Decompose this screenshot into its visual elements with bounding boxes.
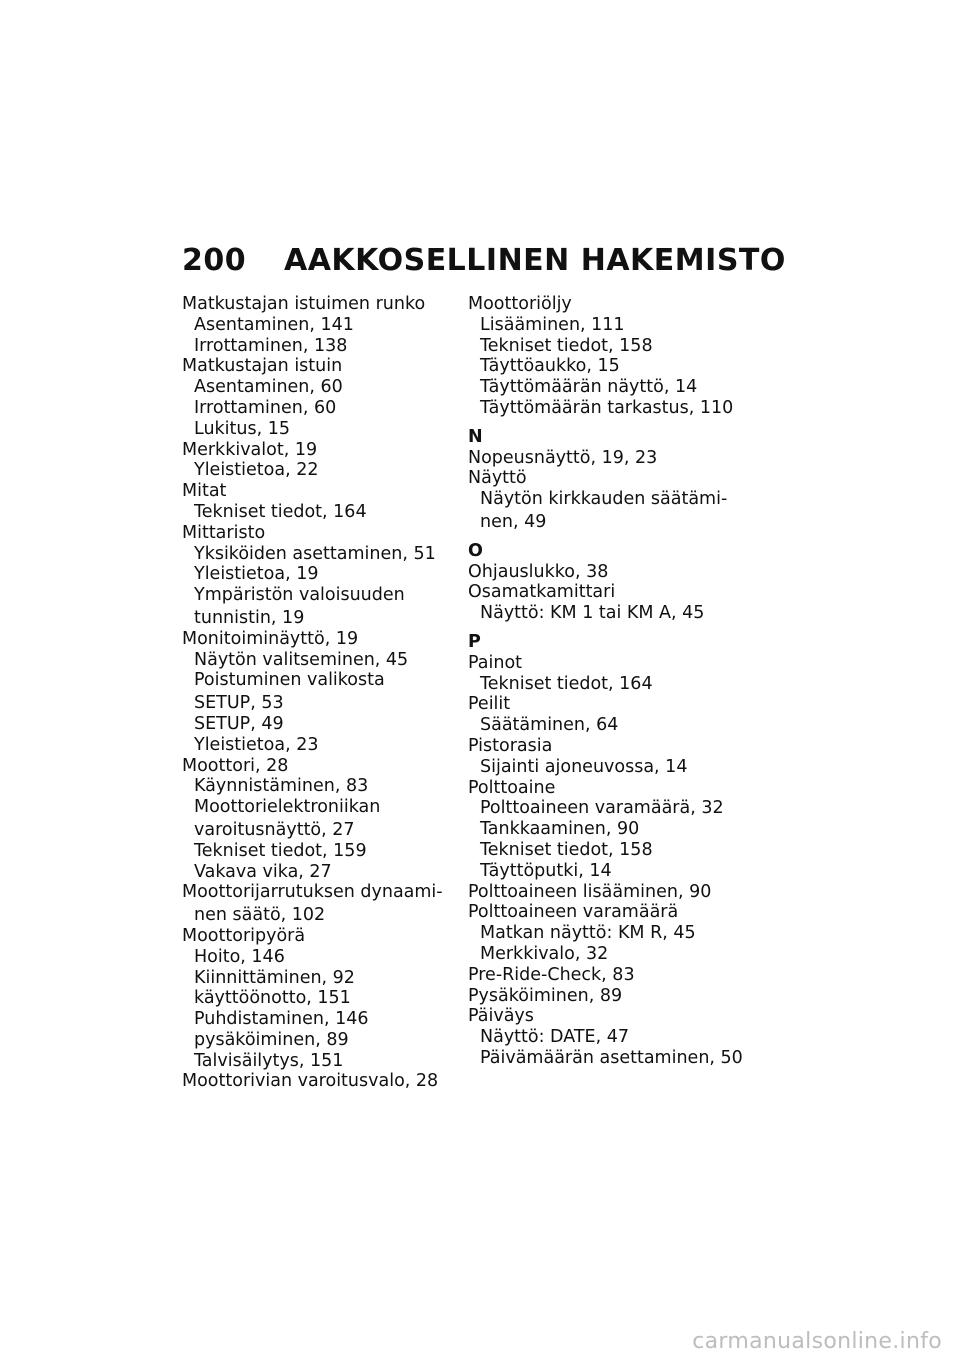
index-subentry: käyttöönotto, 151	[194, 988, 351, 1009]
index-subentry: pysäköiminen, 89	[194, 1029, 349, 1050]
index-column-left	[182, 294, 472, 1092]
index-entry: Osamatkamittari	[468, 582, 616, 603]
index-entry: Pysäköiminen, 89	[468, 985, 623, 1006]
page-header	[182, 240, 786, 280]
index-entry: Moottorijarrutuksen dynaami-	[182, 882, 443, 903]
index-subentry: Lukitus, 15	[194, 418, 290, 439]
index-subentry: nen säätö, 102	[194, 905, 326, 926]
index-subentry: Talvisäilytys, 151	[194, 1050, 344, 1071]
index-entry: Moottoripyörä	[182, 925, 306, 946]
index-subentry: Polttoaineen varamäärä, 32	[480, 798, 724, 819]
page-number: 200	[182, 242, 247, 278]
index-entry: Pistorasia	[468, 735, 553, 756]
index-entry: Nopeusnäyttö, 19, 23	[468, 447, 658, 468]
index-subentry: Tekniset tiedot, 158	[480, 839, 653, 860]
index-entry: Näyttö	[468, 468, 527, 489]
index-subentry: varoitusnäyttö, 27	[194, 819, 355, 840]
index-subentry: Näytön valitseminen, 45	[194, 649, 409, 670]
watermark-text: carmanualsonline.info	[692, 1329, 942, 1354]
index-entry: Painot	[468, 652, 523, 673]
index-letter-heading: P	[468, 631, 481, 652]
index-subentry: Kiinnittäminen, 92	[194, 967, 355, 988]
index-entry: Ohjauslukko, 38	[468, 561, 609, 582]
index-subentry: Näyttö: DATE, 47	[480, 1027, 629, 1048]
index-subentry: Poistuminen valikosta	[194, 670, 385, 691]
index-entry: Merkkivalot, 19	[182, 439, 318, 460]
index-column-right	[468, 294, 768, 1069]
index-entry: Mitat	[182, 481, 227, 502]
index-subentry: Päivämäärän asettaminen, 50	[480, 1047, 743, 1068]
index-letter-heading: N	[468, 426, 483, 447]
index-subentry: SETUP, 49	[194, 713, 284, 734]
index-entry: Moottorivian varoitusvalo, 28	[182, 1071, 439, 1092]
index-subentry: Irrottaminen, 60	[194, 397, 337, 418]
index-subentry: SETUP, 53	[194, 693, 284, 714]
index-entry: Peilit	[468, 694, 511, 715]
index-subentry: Täyttöaukko, 15	[480, 356, 620, 377]
index-subentry: Vakava vika, 27	[194, 861, 332, 882]
index-subentry: Tekniset tiedot, 164	[194, 501, 367, 522]
index-entry: Matkustajan istuin	[182, 356, 343, 377]
index-subentry: Tekniset tiedot, 159	[194, 840, 367, 861]
index-subentry: Käynnistäminen, 83	[194, 776, 369, 797]
index-subentry: Tekniset tiedot, 164	[480, 673, 653, 694]
index-subentry: Yksiköiden asettaminen, 51	[194, 543, 436, 564]
index-subentry: Lisääminen, 111	[480, 314, 625, 335]
index-letter-heading: O	[468, 540, 483, 561]
index-subentry: Tankkaaminen, 90	[480, 819, 640, 840]
index-subentry: Asentaminen, 60	[194, 377, 343, 398]
index-subentry: Tekniset tiedot, 158	[480, 335, 653, 356]
index-subentry: Asentaminen, 141	[194, 314, 354, 335]
index-subentry: Täyttömäärän tarkastus, 110	[480, 397, 734, 418]
index-subentry: Merkkivalo, 32	[480, 943, 609, 964]
index-entry: Monitoiminäyttö, 19	[182, 628, 359, 649]
index-subentry: Ympäristön valoisuuden	[194, 585, 405, 606]
index-subentry: Yleistietoa, 22	[194, 460, 319, 481]
index-entry: Polttoaine	[468, 777, 556, 798]
index-subentry: Matkan näyttö: KM R, 45	[480, 923, 696, 944]
index-entry: Polttoaineen lisääminen, 90	[468, 881, 712, 902]
index-subentry: Näytön kirkkauden säätämi-	[480, 489, 728, 510]
index-subentry: Säätäminen, 64	[480, 715, 619, 736]
index-subentry: Yleistietoa, 23	[194, 734, 319, 755]
index-subentry: Täyttömäärän näyttö, 14	[480, 377, 698, 398]
page-title: AAKKOSELLINEN HAKEMISTO	[284, 242, 786, 278]
index-subentry: Puhdistaminen, 146	[194, 1009, 369, 1030]
index-subentry: Sijainti ajoneuvossa, 14	[480, 756, 688, 777]
index-entry: Mittaristo	[182, 522, 266, 543]
index-subentry: Näyttö: KM 1 tai KM A, 45	[480, 603, 705, 624]
index-subentry: Yleistietoa, 19	[194, 564, 319, 585]
index-subentry: Täyttöputki, 14	[480, 860, 612, 881]
index-entry: Moottoriöljy	[468, 294, 572, 314]
index-entry: Moottori, 28	[182, 755, 289, 776]
index-subentry: tunnistin, 19	[194, 607, 305, 628]
index-entry: Pre-Ride-Check, 83	[468, 964, 635, 985]
index-entry: Polttoaineen varamäärä	[468, 902, 679, 923]
index-subentry: nen, 49	[480, 511, 547, 532]
index-subentry: Moottorielektroniikan	[194, 797, 381, 818]
index-entry: Matkustajan istuimen runko	[182, 294, 426, 314]
index-subentry: Hoito, 146	[194, 946, 285, 967]
index-subentry: Irrottaminen, 138	[194, 335, 348, 356]
index-entry: Päiväys	[468, 1006, 534, 1027]
